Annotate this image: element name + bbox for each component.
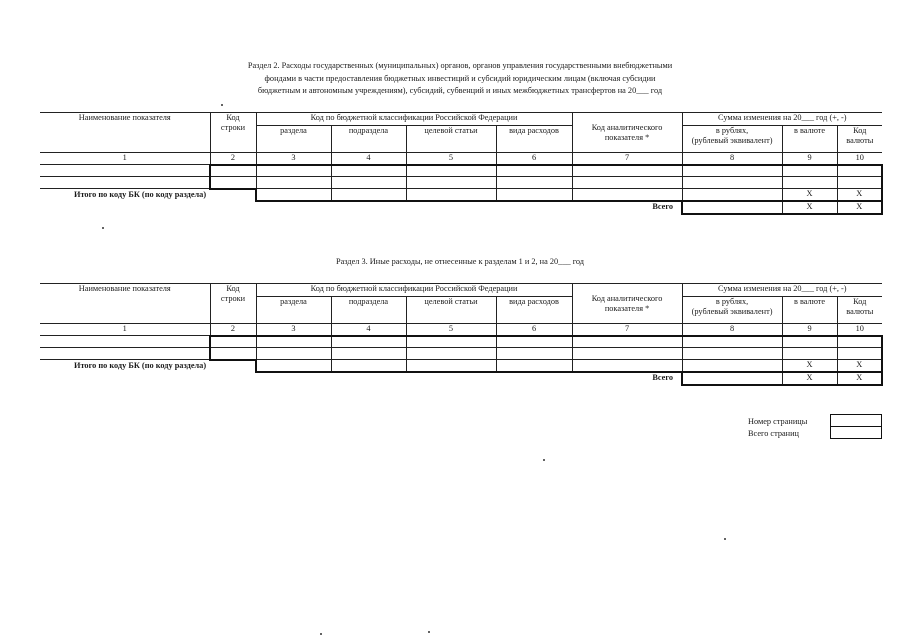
header-valuta: в валюте — [782, 297, 837, 324]
section2-table — [40, 112, 883, 215]
header-rub-line1: в рублях, — [715, 126, 749, 135]
header-row-code — [210, 284, 256, 324]
cell-celevoy[interactable] — [406, 348, 496, 360]
col-number: 4 — [331, 153, 406, 165]
section3-title-text: Раздел 3. Иные расходы, не отнесенные к разделам 1 и 2, на 20___ год — [335, 257, 585, 266]
itogo-row — [40, 360, 882, 372]
cell-valuta[interactable] — [782, 336, 837, 348]
cell-vid[interactable] — [496, 336, 572, 348]
cell-analytic[interactable] — [572, 336, 682, 348]
cell-celevoy[interactable] — [406, 165, 496, 177]
header-analytic-line2: показателя * — [604, 303, 650, 313]
cell-podrazdel[interactable] — [331, 348, 406, 360]
itogo-valuta-x: X — [782, 360, 837, 372]
itogo-podrazdel[interactable] — [331, 360, 406, 372]
header-name: Наименование показателя — [40, 113, 210, 153]
col-number: 9 — [782, 153, 837, 165]
header-rub-line2: (рублевый эквивалент) — [691, 307, 773, 316]
header-rub — [682, 297, 782, 324]
scan-speck — [221, 104, 223, 106]
header-currency-code — [837, 297, 882, 324]
vsego-label: Всего — [652, 372, 674, 382]
cell-row-code[interactable] — [210, 165, 256, 177]
itogo-razdel[interactable] — [256, 360, 331, 372]
itogo-celevoy[interactable] — [406, 189, 496, 201]
cell-analytic[interactable] — [572, 177, 682, 189]
itogo-row — [40, 189, 882, 201]
cell-rub[interactable] — [682, 348, 782, 360]
itogo-vid[interactable] — [496, 189, 572, 201]
table-row — [40, 348, 882, 360]
cell-podrazdel[interactable] — [331, 336, 406, 348]
cell-razdel[interactable] — [256, 177, 331, 189]
cell-valuta[interactable] — [782, 165, 837, 177]
col-number: 5 — [406, 324, 496, 336]
cell-razdel[interactable] — [256, 165, 331, 177]
header-row-code-line1: Код — [226, 113, 240, 122]
col-number: 1 — [40, 324, 210, 336]
col-number: 2 — [210, 324, 256, 336]
vsego-currency-x: X — [837, 201, 882, 214]
section2-title-line1: Раздел 2. Расходы государственных (муниципальных) органов, органов управления государственными внебюджетными — [247, 61, 673, 70]
col-number: 2 — [210, 153, 256, 165]
header-valuta: в валюте — [782, 126, 837, 153]
scan-speck — [102, 227, 104, 229]
cell-podrazdel[interactable] — [331, 177, 406, 189]
header-analytic-line2: показателя * — [604, 132, 650, 142]
header-row-code-line1: Код — [226, 284, 240, 293]
header-rub-line2: (рублевый эквивалент) — [691, 136, 773, 145]
itogo-rub[interactable] — [682, 189, 782, 201]
cell-name[interactable] — [40, 348, 210, 360]
col-number: 10 — [837, 153, 882, 165]
col-number: 7 — [572, 153, 682, 165]
cell-name[interactable] — [40, 177, 210, 189]
itogo-vid[interactable] — [496, 360, 572, 372]
col-number: 9 — [782, 324, 837, 336]
page-number-label: Номер страницы — [748, 417, 808, 426]
header-currency-line1: Код — [853, 126, 867, 135]
vsego-rub[interactable] — [682, 372, 782, 385]
header-podrazdel: подраздела — [331, 126, 406, 153]
cell-row-code[interactable] — [210, 336, 256, 348]
section3-title — [190, 256, 730, 269]
table-row — [40, 177, 882, 189]
col-number: 10 — [837, 324, 882, 336]
itogo-label: Итого по коду БК (по коду раздела) — [74, 189, 207, 199]
header-vid: вида расходов — [496, 126, 572, 153]
col-number: 5 — [406, 153, 496, 165]
col-number: 6 — [496, 324, 572, 336]
header-currency-line2: валюты — [846, 307, 874, 316]
itogo-analytic[interactable] — [572, 360, 682, 372]
col-number: 3 — [256, 153, 331, 165]
scan-speck — [428, 631, 430, 633]
cell-celevoy[interactable] — [406, 177, 496, 189]
cell-currency-code[interactable] — [837, 336, 882, 348]
itogo-valuta-x: X — [782, 189, 837, 201]
total-pages-label: Всего страниц — [748, 429, 799, 438]
col-number: 4 — [331, 324, 406, 336]
header-name: Наименование показателя — [40, 284, 210, 324]
scan-speck — [543, 459, 545, 461]
itogo-podrazdel[interactable] — [331, 189, 406, 201]
header-sum: Сумма изменения на 20___ год (+, -) — [682, 284, 882, 297]
vsego-valuta-x: X — [782, 372, 837, 385]
itogo-rub[interactable] — [682, 360, 782, 372]
cell-row-code[interactable] — [210, 177, 256, 189]
itogo-celevoy[interactable] — [406, 360, 496, 372]
vsego-row — [40, 201, 882, 214]
cell-valuta[interactable] — [782, 348, 837, 360]
cell-row-code[interactable] — [210, 348, 256, 360]
itogo-currency-x: X — [837, 360, 882, 372]
col-number: 6 — [496, 153, 572, 165]
header-podrazdel: подраздела — [331, 297, 406, 324]
section2-title-line2: фондами в части предоставления бюджетных инвестиций и субсидий юридическим лицам (включая субсидии — [264, 73, 656, 83]
scan-speck — [320, 633, 322, 635]
cell-rub[interactable] — [682, 336, 782, 348]
cell-razdel[interactable] — [256, 348, 331, 360]
section3-table — [40, 283, 883, 386]
cell-currency-code[interactable] — [837, 165, 882, 177]
header-bk: Код по бюджетной классификации Российской Федерации — [256, 284, 572, 297]
header-razdel: раздела — [256, 126, 331, 153]
vsego-rub[interactable] — [682, 201, 782, 214]
header-bk: Код по бюджетной классификации Российской Федерации — [256, 113, 572, 126]
cell-vid[interactable] — [496, 177, 572, 189]
cell-name[interactable] — [40, 165, 210, 177]
cell-rub[interactable] — [682, 177, 782, 189]
section2-title-line3: бюджетным и автономным учреждениям), субсидий, субвенций и иных межбюджетных трансфертов на 20___ год — [257, 86, 663, 95]
cell-podrazdel[interactable] — [331, 165, 406, 177]
header-rub — [682, 126, 782, 153]
header-razdel: раздела — [256, 297, 331, 324]
vsego-label: Всего — [652, 201, 674, 211]
header-analytic-code — [572, 113, 682, 153]
cell-rub[interactable] — [682, 165, 782, 177]
table-row — [40, 336, 882, 348]
vsego-valuta-x: X — [782, 201, 837, 214]
cell-currency-code[interactable] — [837, 348, 882, 360]
header-analytic-code — [572, 284, 682, 324]
scan-speck — [724, 538, 726, 540]
section2-title — [190, 60, 730, 98]
itogo-label: Итого по коду БК (по коду раздела) — [74, 360, 207, 370]
cell-name[interactable] — [40, 336, 210, 348]
itogo-currency-x: X — [837, 189, 882, 201]
cell-analytic[interactable] — [572, 165, 682, 177]
header-analytic-line1: Код аналитического — [591, 122, 663, 132]
header-sum: Сумма изменения на 20___ год (+, -) — [682, 113, 882, 126]
cell-analytic[interactable] — [572, 348, 682, 360]
header-row-code-line2: строки — [220, 294, 246, 303]
vsego-currency-x: X — [837, 372, 882, 385]
cell-vid[interactable] — [496, 348, 572, 360]
header-celevoy: целевой статьи — [406, 297, 496, 324]
header-row-code — [210, 113, 256, 153]
header-currency-code — [837, 126, 882, 153]
table-row — [40, 165, 882, 177]
header-row-code-line2: строки — [220, 123, 246, 132]
col-number: 1 — [40, 153, 210, 165]
header-vid: вида расходов — [496, 297, 572, 324]
cell-vid[interactable] — [496, 165, 572, 177]
vsego-row — [40, 372, 882, 385]
header-celevoy: целевой статьи — [406, 126, 496, 153]
cell-celevoy[interactable] — [406, 336, 496, 348]
header-analytic-line1: Код аналитического — [591, 293, 663, 303]
cell-valuta[interactable] — [782, 177, 837, 189]
col-number: 8 — [682, 153, 782, 165]
header-rub-line1: в рублях, — [715, 297, 749, 306]
header-currency-line1: Код — [853, 297, 867, 306]
itogo-analytic[interactable] — [572, 189, 682, 201]
header-currency-line2: валюты — [846, 136, 874, 145]
col-number: 8 — [682, 324, 782, 336]
itogo-razdel[interactable] — [256, 189, 331, 201]
cell-razdel[interactable] — [256, 336, 331, 348]
total-pages-field[interactable] — [830, 426, 882, 439]
col-number: 3 — [256, 324, 331, 336]
col-number: 7 — [572, 324, 682, 336]
cell-currency-code[interactable] — [837, 177, 882, 189]
